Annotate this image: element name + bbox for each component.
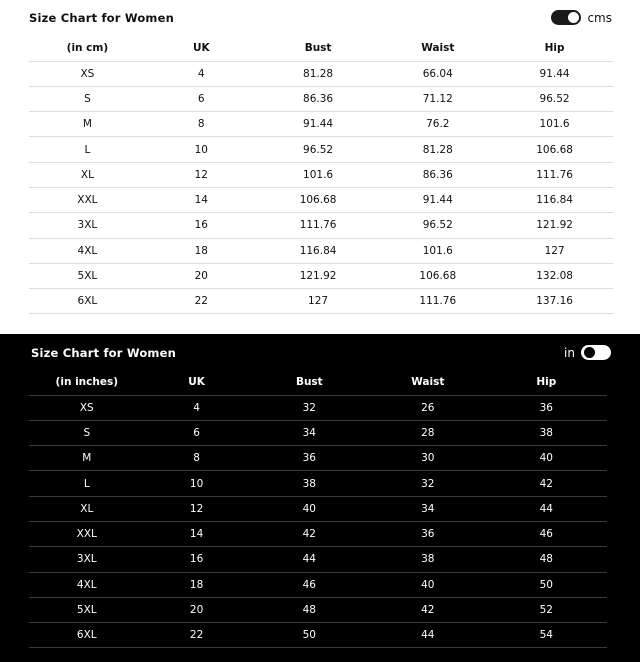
cell-hip: 101.6 <box>539 118 570 131</box>
column-header-size: (in cm) <box>66 41 109 54</box>
unit-label: in <box>564 345 575 360</box>
cell-bust: 101.6 <box>303 168 334 181</box>
cell-hip: 116.84 <box>536 194 573 207</box>
table-row <box>29 238 613 263</box>
column-header-bust: Bust <box>295 375 323 388</box>
table-row <box>29 572 607 597</box>
size-chart-inches-panel <box>0 334 640 662</box>
cell-uk: 6 <box>197 92 205 105</box>
table-row <box>29 213 613 238</box>
table-row <box>29 61 613 86</box>
cell-waist: 91.44 <box>422 194 453 207</box>
unit-label: cms <box>587 10 612 25</box>
cell-bust: 106.68 <box>299 194 337 207</box>
cell-hip: 132.08 <box>536 270 573 283</box>
cell-waist: 40 <box>421 578 435 591</box>
unit-toggle-cms[interactable] <box>551 10 612 25</box>
cell-size: S <box>83 426 91 439</box>
toggle-knob <box>568 12 579 23</box>
cell-waist: 36 <box>421 528 435 541</box>
table-row <box>29 395 607 420</box>
cell-hip: 121.92 <box>536 219 573 232</box>
cell-hip: 127 <box>544 244 565 257</box>
cell-hip: 46 <box>539 528 553 541</box>
cell-waist: 71.12 <box>422 92 453 105</box>
cell-uk: 10 <box>194 143 208 156</box>
cell-waist: 30 <box>421 452 435 465</box>
cell-uk: 14 <box>189 528 204 541</box>
cell-size: 4XL <box>77 244 98 257</box>
column-header-hip: Hip <box>536 375 557 388</box>
cell-uk: 20 <box>189 604 204 617</box>
table-row <box>29 420 607 445</box>
cell-bust: 96.52 <box>303 143 334 156</box>
table-row <box>29 162 613 187</box>
cell-size: 6XL <box>76 629 97 642</box>
unit-toggle-in[interactable] <box>564 345 611 360</box>
table-row <box>29 471 607 496</box>
cell-bust: 111.76 <box>299 219 337 232</box>
cell-size: L <box>83 477 90 490</box>
cell-uk: 4 <box>197 67 205 80</box>
cell-size: 5XL <box>76 604 97 617</box>
cell-size: XXL <box>77 194 98 207</box>
cell-hip: 44 <box>539 502 553 515</box>
table-row <box>29 137 613 162</box>
cell-uk: 12 <box>194 168 208 181</box>
panel-title: Size Chart for Women <box>31 346 177 360</box>
cell-uk: 4 <box>193 401 200 414</box>
cell-waist: 38 <box>421 553 435 566</box>
cell-size: XL <box>80 502 94 515</box>
cell-hip: 36 <box>539 401 553 414</box>
cell-waist: 26 <box>421 401 435 414</box>
table-row <box>29 496 607 521</box>
cell-hip: 96.52 <box>539 92 570 105</box>
cell-size: XXL <box>76 528 97 541</box>
cell-waist: 86.36 <box>422 168 453 181</box>
column-header-uk: UK <box>188 375 205 388</box>
size-table-inches <box>29 369 607 648</box>
cell-bust: 121.92 <box>299 270 337 283</box>
cell-bust: 40 <box>302 502 316 515</box>
cell-uk: 18 <box>194 244 208 257</box>
cell-bust: 91.44 <box>303 118 334 131</box>
column-header-waist: Waist <box>411 375 445 388</box>
cell-uk: 10 <box>189 477 204 490</box>
cell-hip: 38 <box>539 426 553 439</box>
cell-hip: 52 <box>539 604 553 617</box>
cell-uk: 22 <box>189 629 204 642</box>
cell-size: L <box>84 143 91 156</box>
cell-hip: 91.44 <box>539 67 570 80</box>
size-table-cm <box>29 35 613 314</box>
cell-uk: 18 <box>189 578 204 591</box>
cell-bust: 86.36 <box>303 92 334 105</box>
cell-size: M <box>82 452 92 465</box>
column-header-bust: Bust <box>304 41 332 54</box>
cell-hip: 137.16 <box>536 295 573 308</box>
cell-uk: 16 <box>189 553 204 566</box>
cell-waist: 32 <box>421 477 435 490</box>
toggle-switch[interactable] <box>581 345 611 360</box>
cell-bust: 34 <box>302 426 316 439</box>
cell-size: XS <box>80 67 95 80</box>
column-header-size: (in inches) <box>55 375 119 388</box>
cell-hip: 111.76 <box>536 168 573 181</box>
table-row <box>29 187 613 212</box>
cell-waist: 111.76 <box>419 295 457 308</box>
cell-uk: 6 <box>193 426 200 439</box>
cell-uk: 12 <box>189 502 204 515</box>
table-row <box>29 263 613 288</box>
cell-hip: 42 <box>539 477 553 490</box>
toggle-switch[interactable] <box>551 10 581 25</box>
table-row <box>29 446 607 471</box>
cell-uk: 14 <box>194 194 208 207</box>
cell-uk: 20 <box>194 270 208 283</box>
cell-waist: 76.2 <box>426 118 450 131</box>
cell-hip: 106.68 <box>536 143 573 156</box>
table-header-row <box>29 369 607 395</box>
cell-size: 3XL <box>77 219 98 232</box>
toggle-knob <box>584 347 595 358</box>
table-row <box>29 112 613 137</box>
cell-hip: 48 <box>539 553 553 566</box>
table-row <box>29 623 607 648</box>
cell-waist: 66.04 <box>422 67 453 80</box>
cell-bust: 42 <box>302 528 316 541</box>
cell-size: XL <box>80 168 94 181</box>
cell-size: XS <box>79 401 94 414</box>
column-header-waist: Waist <box>421 41 455 54</box>
cell-bust: 36 <box>302 452 316 465</box>
cell-waist: 81.28 <box>422 143 453 156</box>
table-row <box>29 86 613 111</box>
cell-waist: 96.52 <box>422 219 453 232</box>
cell-uk: 16 <box>194 219 208 232</box>
cell-size: M <box>82 118 92 131</box>
table-row <box>29 521 607 546</box>
cell-bust: 116.84 <box>299 244 337 257</box>
table-row <box>29 597 607 622</box>
cell-bust: 44 <box>302 553 316 566</box>
cell-bust: 38 <box>302 477 316 490</box>
cell-bust: 50 <box>302 629 316 642</box>
cell-hip: 40 <box>539 452 553 465</box>
table-row <box>29 289 613 314</box>
cell-size: 6XL <box>77 295 98 308</box>
cell-waist: 101.6 <box>422 244 453 257</box>
cell-bust: 32 <box>302 401 316 414</box>
cell-bust: 127 <box>308 295 329 308</box>
cell-uk: 22 <box>194 295 208 308</box>
table-header-row <box>29 35 613 61</box>
cell-uk: 8 <box>197 118 205 131</box>
column-header-uk: UK <box>192 41 210 54</box>
cell-hip: 50 <box>539 578 553 591</box>
cell-bust: 81.28 <box>303 67 334 80</box>
table-row <box>29 547 607 572</box>
cell-size: 4XL <box>76 578 97 591</box>
cell-waist: 28 <box>421 426 435 439</box>
column-header-hip: Hip <box>544 41 565 54</box>
cell-hip: 54 <box>539 629 553 642</box>
cell-uk: 8 <box>193 452 200 465</box>
cell-waist: 44 <box>421 629 435 642</box>
cell-size: 5XL <box>77 270 98 283</box>
cell-bust: 46 <box>302 578 316 591</box>
panel-title: Size Chart for Women <box>29 11 175 25</box>
cell-size: 3XL <box>76 553 97 566</box>
cell-waist: 106.68 <box>419 270 457 283</box>
cell-size: S <box>84 92 91 105</box>
cell-waist: 42 <box>421 604 435 617</box>
cell-waist: 34 <box>421 502 435 515</box>
cell-bust: 48 <box>302 604 316 617</box>
